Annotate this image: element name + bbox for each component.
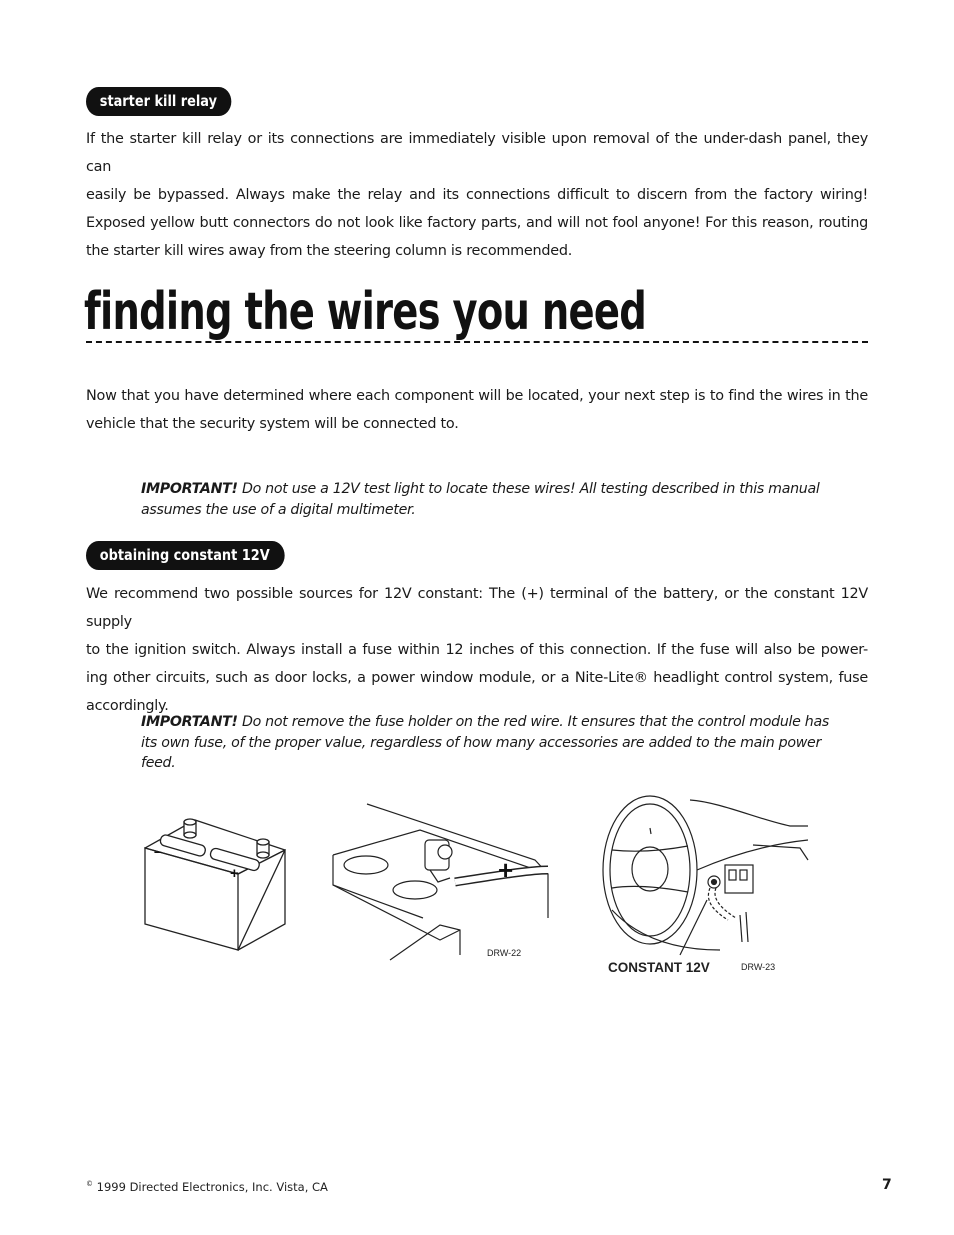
paragraph-line: If the starter kill relay or its connections are immediately visible upon removal of the under-dash panel, they can (86, 131, 868, 175)
battery-terminal-illustration (333, 804, 548, 960)
paragraph-line: Exposed yellow butt connectors do not look like factory parts, and will not fool anyone! For this reason, routing (86, 215, 868, 231)
note-line: feed. (141, 755, 176, 771)
paragraph-line: easily be bypassed. Always make the relay and its connections difficult to discern from the factory wiring! (86, 187, 868, 203)
note-line: its own fuse, of the proper value, regardless of how many accessories are added to the main power (141, 734, 821, 751)
paragraph-line: to the ignition switch. Always install a fuse within 12 inches of this connection. If the fuse will also be power- (86, 642, 868, 658)
important-label: IMPORTANT! (141, 481, 238, 497)
figure-label-drw-22: DRW-22 (487, 948, 522, 958)
steering-column-illustration (603, 796, 808, 975)
note-text: Do not use a 12V test light to locate these wires! All testing described in this manual (237, 481, 820, 497)
note-line (141, 712, 831, 733)
constant-12v-callout: CONSTANT 12V (608, 960, 710, 975)
section-label-starter-kill-relay: starter kill relay (86, 87, 232, 116)
figure-label-drw-23: DRW-23 (741, 962, 776, 972)
battery-plus-label: + (230, 865, 239, 882)
heading-dashed-rule (86, 341, 868, 343)
note-line: assumes the use of a digital multimeter. (141, 501, 416, 518)
copyright-text: 1999 Directed Electronics, Inc. Vista, CA (96, 1180, 328, 1194)
battery-minus-label: – (154, 843, 162, 859)
paragraph-line: vehicle that the security system will be connected to. (86, 416, 459, 432)
battery-and-ignition-illustrations (0, 790, 954, 990)
important-label: IMPORTANT! (141, 714, 238, 730)
paragraph-line: the starter kill wires away from the steering column is recommended. (86, 243, 573, 259)
page-heading: finding the wires you need (84, 282, 647, 342)
note-text: Do not remove the fuse holder on the red wire. It ensures that the control module has (237, 714, 829, 730)
battery-illustration (145, 819, 285, 950)
paragraph-line: We recommend two possible sources for 12V constant: The (+) terminal of the battery, or the constant 12V supply (86, 586, 868, 630)
intro-paragraph (86, 382, 868, 438)
constant-12v-paragraph (86, 580, 868, 720)
section-label-obtaining-constant-12v: obtaining constant 12V (86, 541, 284, 570)
copyright-symbol: © (86, 1180, 93, 1189)
note-line (141, 479, 831, 500)
starter-kill-relay-paragraph (86, 125, 868, 265)
paragraph-line: ing other circuits, such as door locks, a power window module, or a Nite-Lite® headlight control system, fuse (86, 670, 868, 686)
important-note-fuse-holder (141, 712, 831, 774)
paragraph-line: accordingly. (86, 698, 169, 714)
paragraph-line: Now that you have determined where each component will be located, your next step is to find the wires in the (86, 388, 868, 404)
page-number: 7 (882, 1177, 892, 1193)
terminal-plus-label: + (498, 855, 514, 885)
footer-copyright (86, 1180, 328, 1194)
important-note-test-light (141, 479, 831, 520)
